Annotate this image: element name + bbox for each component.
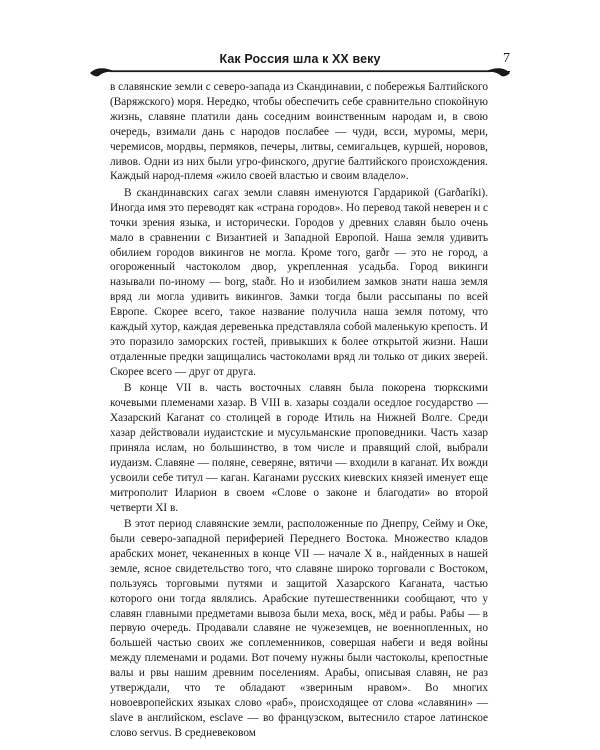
decorative-rule	[90, 67, 510, 79]
rule-right-ornament	[486, 68, 510, 76]
paragraph: в славянские земли с северо-запада из Скандинавии, с побережья Балтийского (Варяжского) моря. Нередко, чтобы обеспечить себе сравнительно спокойную жизнь, славяне платили дань соседним воинственным народам и, в свою очередь, взимали дань с народов послабее — чуди, вcси, муромы, мери, черемисов, мордвы, пермяков, печеры, литвы, семигальцев, куршей, норовов, ливов. Одни из них были угро-финского, другие балтийского происхождения. Каждый народ-племя «жило своей властью и своим владело».	[110, 81, 488, 183]
rule-line	[110, 70, 490, 72]
running-title: Как Россия шла к XX веку	[219, 52, 381, 66]
rule-left-ornament	[90, 68, 510, 76]
paragraph: В скандинавских сагах земли славян именуются Гардарикой (Garðaríki). Иногда имя это переводят как «страна городов». Но перевод такой неверен и с точки зрения языка, и исторически. Городов у древних славян было очень мало в сравнении с Византией и Западной Европой. Наша земля удивить обилием городов викингов не могла. Кроме того, garðr — это не город, а огороженный частоколом двор, укрепленная усадьба. Город викинги называли по-иному — borg, staðr. Но и изобилием замков знати наша земля вряд ли могла удивить викингов. Замки тогда были рассыпаны по всей Европе. Скорее всего, такое название получила наша земля потому, что каждый хутор, каждая деревенька представляла собой маленькую крепость. И это поразило заморских гостей, привыкших к более открытой жизни. Наши отдаленные предки защищались частоколами вряд ли только от диких зверей. Скорее всего — друг от друга.	[110, 186, 488, 378]
body-text	[110, 80, 488, 742]
paragraph: В конце VII в. часть восточных славян была покорена тюркскими кочевыми племенами хазар. В VIII в. хазары создали оседлое государство — Хазарский Каганат со столицей в городе Итиль на Нижней Волге. Среди хазар действовали иудаистские и мусульманские проповедники. Часть хазар приняла ислам, но большинство, в том числе и правящий слой, выбрали иудаизм. Славяне — поляне, северяне, вятичи — входили в каганат. Их вожди усвоили себе титул — каган. Каганами русских киевских князей именует еще митрополит Иларион в своем «Слове о законе и благодати» во второй четверти XI в.	[110, 382, 488, 514]
paragraph: В этот период славянские земли, расположенные по Днепру, Сейму и Оке, были северо-западной периферией Переднего Востока. Множество кладов арабских монет, чеканенных в конце VII — начале X в., найденных в нашей земле, ясное свидетельство того, что славяне широко торговали с Востоком, пользуясь торговыми путями и защитой Хазарского Каганата, частью которого они тогда являлись. Арабские путешественники сообщают, что у славян главными предметами вывоза были меха, воск, мёд и рабы. Рабы — в первую очередь. Продавали славяне не чужеземцев, не военнопленных, но большей частью своих же соплеменников, совершая набеги и ведя войны между племенами и родами. Вот почему нужны были частоколы, крепостные валы и рвы нашим древним поселениям. Арабы, описывая славян, не раз утверждали, что те обладают «звериным нравом». Во многих новоевропейских языках слово «раб», происходящее от слова «славянин» — slave в английском, esclave — во французском, вытеснило старое латинское слово servus. В средневековом	[110, 518, 488, 739]
page-number: 7	[503, 51, 510, 66]
